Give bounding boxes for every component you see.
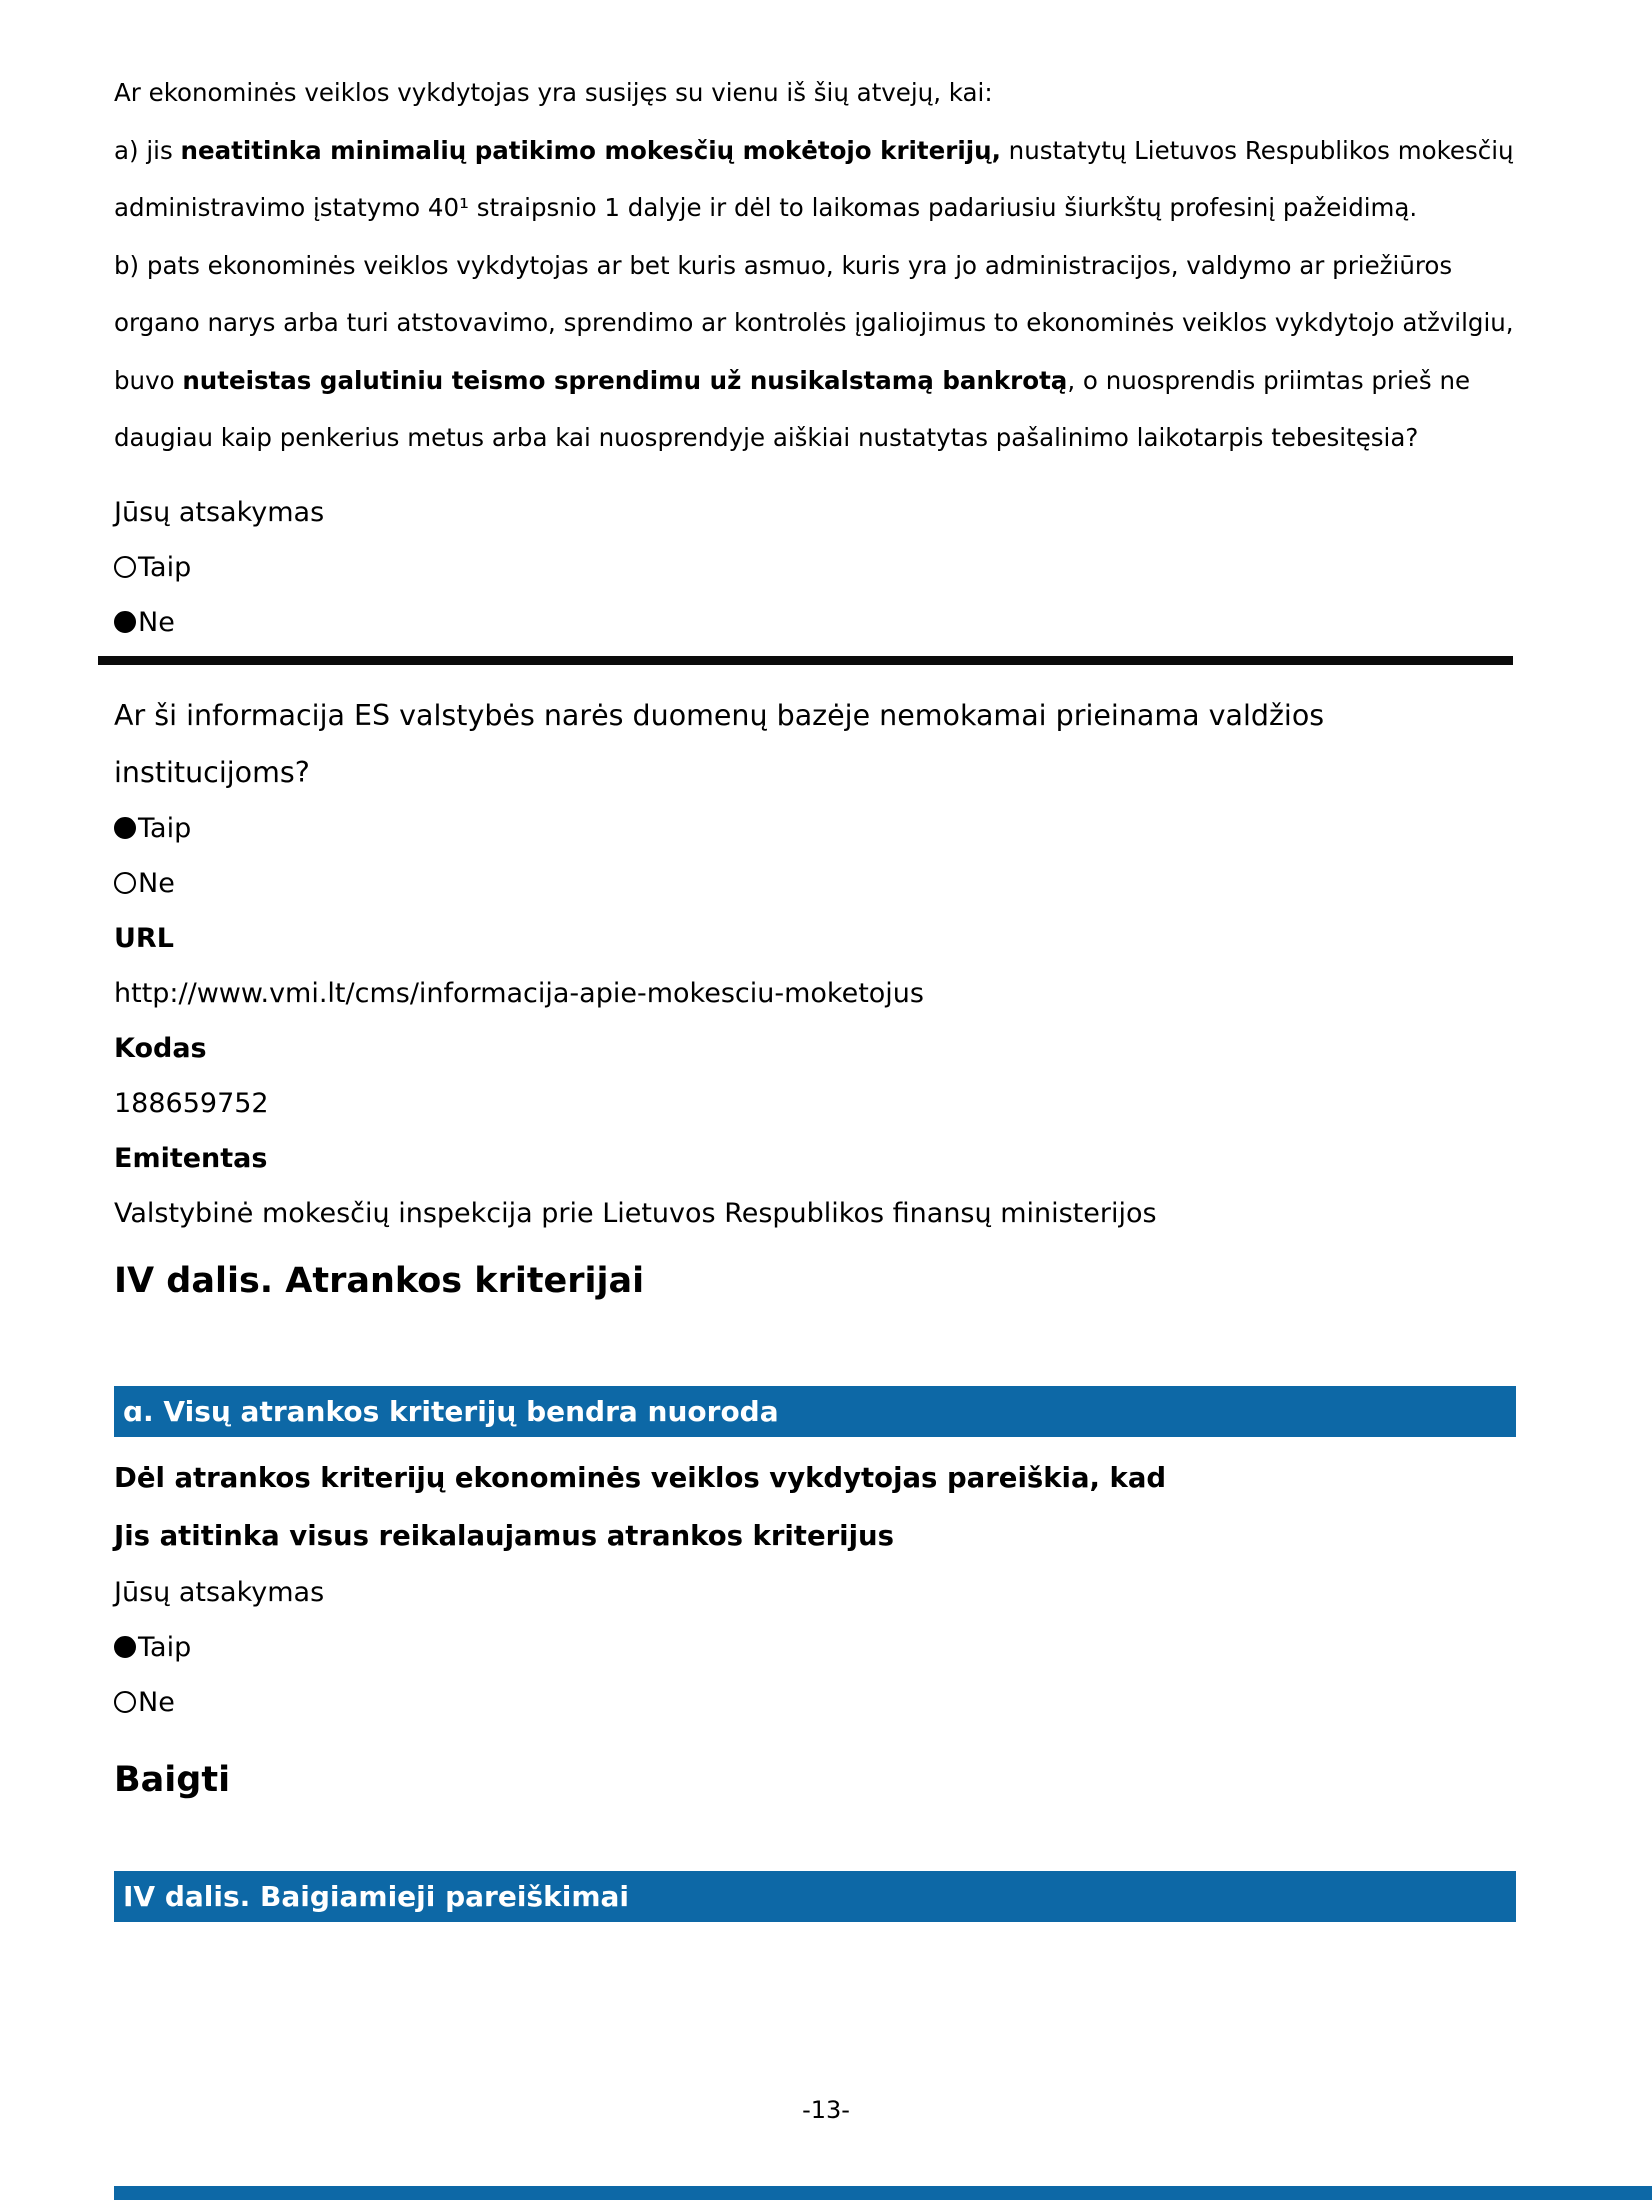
radio-label: Ne: [138, 1686, 175, 1718]
page-number: -13-: [802, 2096, 850, 2124]
exclusion-question-block: [114, 64, 1516, 467]
finish-heading: Baigti: [114, 1759, 231, 1800]
selection-criteria-banner: ɑ. Visų atrankos kriterijų bendra nuoroda: [114, 1386, 1516, 1437]
question-intro: Ar ekonominės veiklos vykdytojas yra susijęs su vienu iš šių atvejų, kai:: [114, 78, 993, 107]
selection-statement-line1: Dėl atrankos kriterijų ekonominės veiklos vykdytojas pareiškia, kad: [114, 1461, 1167, 1494]
code-value: 188659752: [114, 1087, 269, 1119]
question-item-a: a) jis neatitinka minimalių patikimo mokesčių mokėtojo kriterijų, nustatytų Lietuvos Respublikos mokesčių administravimo įstatymo 40¹ straipsnio 1 dalyje ir dėl to laikomas padariusiu šiurkštų profesinį pažeidimą.: [114, 135, 1514, 222]
url-value: http://www.vmi.lt/cms/informacija-apie-mokesciu-moketojus: [114, 977, 924, 1009]
radio-label: Ne: [138, 867, 175, 899]
closing-statements-banner: IV dalis. Baigiamieji pareiškimai: [114, 1871, 1516, 1922]
exclusion-answer-group: [114, 485, 1516, 650]
radio-option-taip[interactable]: [114, 540, 1516, 595]
radio-icon[interactable]: [114, 1691, 136, 1713]
code-label: Kodas: [114, 1032, 207, 1064]
next-section-banner-sliver: [114, 2186, 1652, 2200]
radio-icon[interactable]: [114, 611, 136, 633]
radio-label: Ne: [138, 606, 175, 638]
selection-statement: [114, 1449, 1516, 1565]
url-label: URL: [114, 922, 174, 954]
question-item-b: b) pats ekonominės veiklos vykdytojas ar bet kuris asmuo, kuris yra jo administracijos, valdymo ar priežiūros organo narys arba turi atstovavimo, sprendimo ar kontrolės įgaliojimus to ekonominės veiklos vykdytojo atžvilgiu, buvo nuteistas galutiniu teismo sprendimu už nusikalstamą bankrotą, o nuosprendis priimtas prieš ne daugiau kaip penkerius metus arba kai nuosprendyje aiškiai nustatytas pašalinimo laikotarpis tebesitęsia?: [114, 250, 1514, 452]
radio-option-ne[interactable]: [114, 595, 1516, 650]
issuer-label: Emitentas: [114, 1142, 268, 1174]
radio-label: Taip: [138, 1631, 192, 1663]
radio-option-taip[interactable]: [114, 1620, 1516, 1675]
radio-icon[interactable]: [114, 872, 136, 894]
selection-criteria-heading: IV dalis. Atrankos kriterijai: [114, 1260, 645, 1301]
section-divider: [98, 656, 1513, 665]
issuer-value: Valstybinė mokesčių inspekcija prie Lietuvos Respublikos finansų ministerijos: [114, 1197, 1157, 1229]
radio-option-ne[interactable]: [114, 856, 1516, 911]
radio-icon[interactable]: [114, 1636, 136, 1658]
radio-icon[interactable]: [114, 556, 136, 578]
radio-option-ne[interactable]: [114, 1675, 1516, 1730]
selection-answer-group: [114, 1565, 1516, 1730]
radio-label: Taip: [138, 812, 192, 844]
info-availability-question: Ar ši informacija ES valstybės narės duomenų bazėje nemokamai prieinama valdžios institucijoms?: [114, 698, 1325, 789]
answer-label: Jūsų atsakymas: [114, 1576, 325, 1608]
radio-label: Taip: [138, 551, 192, 583]
selection-statement-line2: Jis atitinka visus reikalaujamus atrankos kriterijus: [114, 1519, 894, 1552]
radio-option-taip[interactable]: [114, 801, 1516, 856]
answer-label: Jūsų atsakymas: [114, 496, 325, 528]
info-availability-answer-group: [114, 801, 1516, 911]
radio-icon[interactable]: [114, 817, 136, 839]
